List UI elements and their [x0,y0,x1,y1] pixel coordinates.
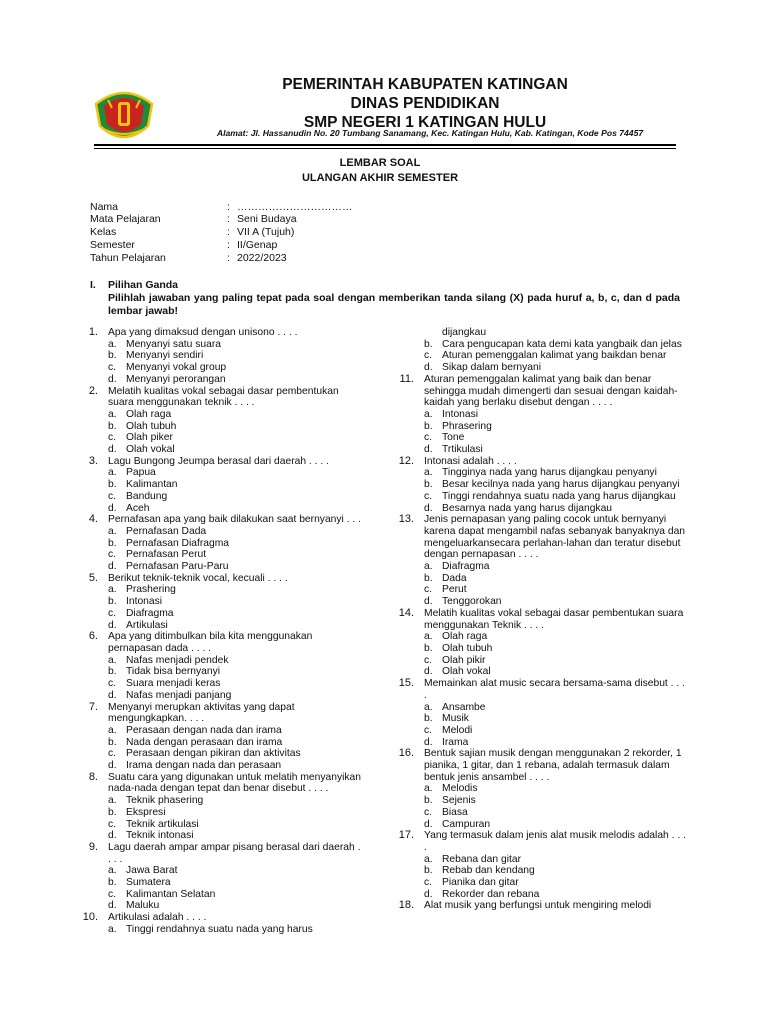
option-letter: a. [424,561,433,573]
question-text: Bentuk sajian musik dengan menggunakan 2 rekorder, 1 pianika, 1 gitar, dan 1 rebana, adalah termasuk dalam bentuk jenis ansambel . . . . [424,748,682,783]
option-text: Sikap dalam bernyani [442,362,542,374]
option-letter: b. [108,420,117,432]
option-text: Ansambe [442,701,486,713]
option-letter: c. [108,490,117,502]
option-letter: c. [108,549,117,561]
answer-option[interactable] [108,350,365,362]
answer-option[interactable] [424,713,688,725]
answer-option[interactable] [424,854,688,866]
question-column-right [396,327,688,912]
question-item [80,456,365,515]
answer-option[interactable] [108,421,365,433]
option-text: Teknik phasering [126,795,204,807]
option-letter: a. [108,408,117,420]
option-letter: d. [108,830,117,842]
question-text: Yang termasuk dalam jenis alat musik melodis adalah . . . . [424,830,686,853]
answer-option[interactable] [108,362,365,374]
option-text: Irama dengan nada dan perasaan [126,760,282,772]
header-divider-thick [94,144,676,146]
option-text: Phrasering [442,420,492,432]
answer-option[interactable] [424,783,688,795]
option-letter: b. [108,479,117,491]
option-letter: a. [108,795,117,807]
option-text: Tenggorokan [442,596,502,608]
answer-option[interactable] [424,655,688,667]
option-letter: a. [108,724,117,736]
question-text: Jenis pernapasan yang paling cocok untuk bernyanyi karena dapat mengambil nafas sebanyak banyaknya dan mengeluarkansecara perlahan-lahan dan teratur disebut dengan pernapasan . . . . [424,514,686,561]
section-title: Pilihan Ganda [108,279,179,291]
option-letter: c. [108,607,117,619]
letterhead [0,0,768,150]
option-letter: b. [108,877,117,889]
option-letter: d. [424,502,433,514]
answer-option[interactable] [108,737,365,749]
answer-option[interactable] [424,865,688,877]
question-number: 2. [88,384,98,397]
option-letter: b. [424,572,433,584]
option-text: Olah raga [442,631,488,643]
answer-option[interactable] [108,666,365,678]
header-school: SMP NEGERI 1 KATINGAN HULU [303,114,547,131]
question-text: Apa yang ditimbulkan bila kita menggunakan pernapasan dada . . . . [108,631,313,654]
name-blank-field[interactable]: …………………………… [237,201,353,213]
option-letter: b. [424,479,433,491]
option-letter: d. [108,619,117,631]
option-text: Melodi [442,724,473,736]
option-text: Rebab dan kendang [442,865,535,877]
identity-value: 2022/2023 [237,252,287,264]
answer-option[interactable] [108,620,365,632]
answer-option[interactable] [424,409,688,421]
option-letter: c. [108,888,117,900]
answer-option[interactable] [108,503,365,515]
answer-option[interactable] [424,596,688,608]
option-letter: c. [108,362,117,374]
identity-colon: : [227,239,230,251]
option-text: Menyanyi vokal group [126,362,227,374]
option-text: Rekorder dan rebana [442,888,540,900]
answer-option[interactable] [424,421,688,433]
question-text: Suatu cara yang digunakan untuk melatih menyanyikan nada-nada dengan tepat dan benar disebut . . . . [108,771,362,795]
option-text: Olah vokal [126,444,175,456]
answer-option[interactable] [424,561,688,573]
regency-emblem-logo [92,86,156,144]
option-letter: a. [424,408,433,420]
option-text: Tinggi rendahnya suatu nada yang harus dijangkau [442,490,676,502]
option-letter: b. [424,795,433,807]
option-text: Olah vokal [442,666,491,678]
answer-option[interactable] [108,865,365,877]
option-letter: c. [424,654,433,666]
option-text: Tingginya nada yang harus dijangkau penyanyi [442,467,657,479]
question-text: Melatih kualitas vokal sebagai dasar pembentukan suara menggunakan teknik . . . . [108,385,339,409]
question-text: Alat musik yang berfungsi untuk mengiring melodi [424,900,652,912]
header-government: PEMERINTAH KABUPATEN KATINGAN [282,76,568,93]
option-text: Tone [442,432,465,444]
option-letter: b. [108,596,117,608]
option-text: Trtikulasi [442,444,483,456]
option-letter: a. [424,783,433,795]
option-text: Biasa [442,806,468,818]
answer-option[interactable] [108,374,365,386]
option-text: Papua [126,467,156,479]
option-text: Olah raga [126,408,172,420]
answer-option[interactable] [108,339,365,351]
question-continuation-text: dijangkau [442,327,487,338]
question-item [80,573,365,632]
identity-colon: : [227,226,230,238]
option-text: Teknik intonasi [126,830,194,842]
option-letter: a. [108,467,117,479]
answer-option[interactable] [424,503,688,515]
option-letter: b. [424,338,433,350]
option-text: Pianika dan gitar [442,877,519,889]
question-text: Artikulasi adalah . . . . [108,912,207,924]
option-text: Perasaan dengan nada dan irama [126,724,282,736]
identity-label: Kelas [90,226,117,238]
option-letter: d. [108,561,117,573]
option-text: Bandung [126,490,168,502]
answer-option[interactable] [424,877,688,889]
option-text: Menyanyi perorangan [126,373,226,385]
option-text: Nada dengan perasaan dan irama [126,736,283,748]
answer-option[interactable] [108,678,365,690]
answer-option[interactable] [108,549,365,561]
question-item [396,678,688,748]
answer-option[interactable] [108,690,365,702]
option-text: Musik [442,713,469,725]
answer-option[interactable] [424,432,688,444]
answer-option[interactable] [108,491,365,503]
question-item [80,842,365,912]
question-number: 1. [88,326,98,338]
option-text: Intonasi [442,408,479,420]
option-letter: b. [424,642,433,654]
question-number: 16. [398,747,414,760]
question-number: 5. [88,571,98,584]
identity-colon: : [227,201,230,213]
question-number: 15. [398,677,414,690]
answer-option[interactable] [424,807,688,819]
question-number: 8. [88,770,98,783]
option-text: Pernafasan Perut [126,549,207,561]
answer-option[interactable] [108,561,365,573]
identity-colon: : [227,252,230,264]
option-letter: d. [424,666,433,678]
option-text: Perut [442,584,467,596]
question-number: 12. [398,454,414,467]
question-item [80,386,365,456]
question-text: Berikut teknik-teknik vocal, kecuali . . . . [108,572,288,584]
answer-option[interactable] [424,350,688,362]
answer-option[interactable] [108,409,365,421]
option-letter: a. [424,701,433,713]
section-instruction: Pilihlah jawaban yang paling tepat pada soal dengan memberikan tanda silang (X) pada huruf a, b, c, dan d pada lembar jawab! [108,292,680,317]
answer-option[interactable] [108,900,365,912]
answer-option[interactable] [108,748,365,760]
question-number: 9. [88,840,98,853]
option-letter: a. [108,865,117,877]
option-letter: c. [424,877,433,889]
option-letter: a. [108,923,117,935]
question-text: Lagu daerah ampar ampar pisang berasal dari daerah . . . . [108,841,361,865]
answer-option[interactable] [424,362,688,374]
option-text: Irama [442,736,469,748]
question-number: 14. [398,606,414,619]
option-letter: d. [424,736,433,748]
question-text: Intonasi adalah . . . . [424,455,517,467]
answer-option[interactable] [108,807,365,819]
answer-option[interactable] [424,702,688,714]
option-text: Tinggi rendahnya suatu nada yang harus [126,923,313,935]
option-letter: a. [108,338,117,350]
section-number: I. [90,279,96,291]
option-letter: d. [424,444,433,456]
option-letter: b. [108,806,117,818]
answer-option[interactable] [424,444,688,456]
answer-option[interactable] [424,491,688,503]
option-letter: b. [108,350,117,362]
question-text: Memainkan alat music secara bersama-sama disebut . . . . [424,678,685,701]
answer-option[interactable] [108,877,365,889]
answer-option[interactable] [424,643,688,655]
question-text: Menyanyi merupkan aktivitas yang dapat mengungkapkan. . . . [108,701,295,725]
option-letter: a. [108,584,117,596]
question-number: 3. [88,454,98,467]
answer-option[interactable] [108,444,365,456]
answer-option[interactable] [424,339,688,351]
question-number: 7. [88,700,98,713]
option-letter: a. [108,525,117,537]
question-item [396,608,688,678]
option-text: Olah piker [126,432,173,444]
header-divider-thin [94,148,676,149]
answer-option[interactable] [424,737,688,749]
option-text: Diafragma [126,607,174,619]
option-text: Sumatera [126,877,171,889]
option-letter: b. [108,736,117,748]
option-text: Menyanyi satu suara [126,338,222,350]
answer-option[interactable] [108,467,365,479]
option-text: Campuran [442,818,491,830]
option-letter: c. [424,432,433,444]
option-text: Besarnya nada yang harus dijangkau [442,502,613,514]
option-letter: d. [424,596,433,608]
option-letter: c. [108,432,117,444]
question-item [396,514,688,608]
option-letter: a. [424,467,433,479]
option-letter: d. [108,900,117,912]
identity-colon: : [227,213,230,225]
question-item [396,830,688,900]
answer-option[interactable] [108,432,365,444]
option-letter: b. [424,420,433,432]
identity-value: II/Genap [237,239,278,251]
option-letter: d. [108,444,117,456]
answer-option[interactable] [108,526,365,538]
option-letter: a. [424,631,433,643]
sheet-title: LEMBAR SOAL [339,157,421,169]
question-item [80,912,365,935]
option-letter: c. [424,584,433,596]
option-letter: d. [424,888,433,900]
answer-option[interactable] [424,795,688,807]
option-text: Aturan pemenggalan kalimat yang baikdan benar [442,350,667,362]
option-text: Menyanyi sendiri [126,350,204,362]
option-text: Sejenis [442,795,476,807]
answer-option[interactable] [108,819,365,831]
identity-label: Tahun Pelajaran [90,252,166,264]
question-item [396,456,688,515]
option-letter: a. [424,853,433,865]
option-text: Aceh [126,502,150,514]
option-letter: b. [108,666,117,678]
option-text: Teknik artikulasi [126,818,199,830]
exam-title: ULANGAN AKHIR SEMESTER [301,172,459,184]
answer-option[interactable] [424,819,688,831]
option-text: Artikulasi [126,619,168,631]
question-item [80,327,365,386]
answer-option[interactable] [108,584,365,596]
option-letter: c. [108,678,117,690]
question-number: 6. [88,630,98,643]
option-letter: b. [108,537,117,549]
answer-option[interactable] [424,725,688,737]
option-text: Melodis [442,783,478,795]
question-item [80,514,365,573]
identity-value: VII A (Tujuh) [237,226,295,238]
question-list-right [396,374,688,912]
option-text: Kalimantan [126,479,178,491]
answer-option[interactable] [424,467,688,479]
option-text: Cara pengucapan kata demi kata yangbaik dan jelas [442,338,682,350]
answer-option[interactable] [424,584,688,596]
question-number: 11. [399,372,414,385]
answer-option[interactable] [108,479,365,491]
option-text: Olah tubuh [126,420,177,432]
option-text: Ekspresi [126,806,166,818]
option-text: Kalimantan Selatan [126,888,216,900]
option-letter: d. [108,373,117,385]
option-text: Pernafasan Dada [126,525,207,537]
option-text: Besar kecilnya nada yang harus dijangkau penyanyi [442,479,680,491]
option-text: Diafragma [442,561,490,573]
answer-option[interactable] [108,889,365,901]
option-letter: d. [424,362,433,374]
option-text: Maluku [126,900,160,912]
identity-label: Nama [90,201,119,213]
question-text: Aturan pemenggalan kalimat yang baik dan benar sehingga mudah dimengerti dan sesuai dengan kaidah-kaidah yang berlaku disebut dengan . . . . [424,373,678,409]
option-text: Suara menjadi keras [126,678,221,690]
answer-option[interactable] [108,608,365,620]
answer-option[interactable] [108,924,365,936]
answer-option[interactable] [108,655,365,667]
question-text: Lagu Bungong Jeumpa berasal dari daerah . . . . [108,455,329,467]
header-agency: DINAS PENDIDIKAN [350,95,500,112]
answer-option[interactable] [108,830,365,842]
question-text: Melatih kualitas vokal sebagai dasar pembentukan suara menggunakan Teknik . . . . [424,607,684,631]
question-text: Apa yang dimaksud dengan unisono . . . . [108,327,298,338]
option-text: Perasaan dengan pikiran dan aktivitas [126,748,301,760]
question-number: 13. [398,513,414,526]
option-text: Pernafasan Paru-Paru [126,561,229,573]
identity-value: Seni Budaya [237,213,297,225]
answer-option[interactable] [424,666,688,678]
option-text: Tidak bisa bernyanyi [126,666,221,678]
option-text: Nafas menjadi pendek [126,654,229,666]
option-letter: a. [108,654,117,666]
option-letter: c. [424,724,433,736]
answer-option[interactable] [424,631,688,643]
option-letter: d. [108,760,117,772]
option-text: Rebana dan gitar [442,853,522,865]
question-item [396,748,688,830]
option-letter: c. [424,350,433,362]
option-letter: c. [424,806,433,818]
answer-option[interactable] [424,479,688,491]
answer-option[interactable] [108,795,365,807]
question-continuation-options [396,339,688,374]
option-text: Dada [442,572,467,584]
option-letter: d. [424,818,433,830]
option-letter: d. [108,502,117,514]
question-item [80,702,365,772]
option-letter: c. [108,818,117,830]
answer-option[interactable] [108,596,365,608]
answer-option[interactable] [108,725,365,737]
answer-option[interactable] [108,760,365,772]
identity-label: Semester [90,239,135,251]
question-number: 18. [398,899,414,912]
option-letter: c. [108,748,117,760]
answer-option[interactable] [108,538,365,550]
option-letter: d. [108,689,117,701]
answer-option[interactable] [424,889,688,901]
answer-option[interactable] [424,573,688,585]
question-text: Pernafasan apa yang baik dilakukan saat bernyanyi . . . [108,514,362,526]
option-letter: b. [424,713,433,725]
school-address: Alamat: Jl. Hassanudin No. 20 Tumbang Sanamang, Kec. Katingan Hulu, Kab. Katingan, Kode Pos 74457 [216,128,644,138]
identity-label: Mata Pelajaran [90,213,161,225]
question-number: 10. [82,911,98,924]
question-column-left [80,327,365,936]
option-text: Jawa Barat [126,865,178,877]
question-item [80,631,365,701]
question-item [396,374,688,456]
question-number: 17. [398,829,414,842]
option-text: Intonasi [126,596,163,608]
question-item [396,900,688,912]
question-number: 4. [88,513,98,526]
option-letter: c. [424,490,433,502]
option-letter: b. [424,865,433,877]
option-text: Nafas menjadi panjang [126,689,232,701]
option-text: Olah pikir [442,654,486,666]
option-text: Pernafasan Diafragma [126,537,230,549]
question-item [80,772,365,842]
option-text: Prashering [126,584,176,596]
option-text: Olah tubuh [442,642,493,654]
